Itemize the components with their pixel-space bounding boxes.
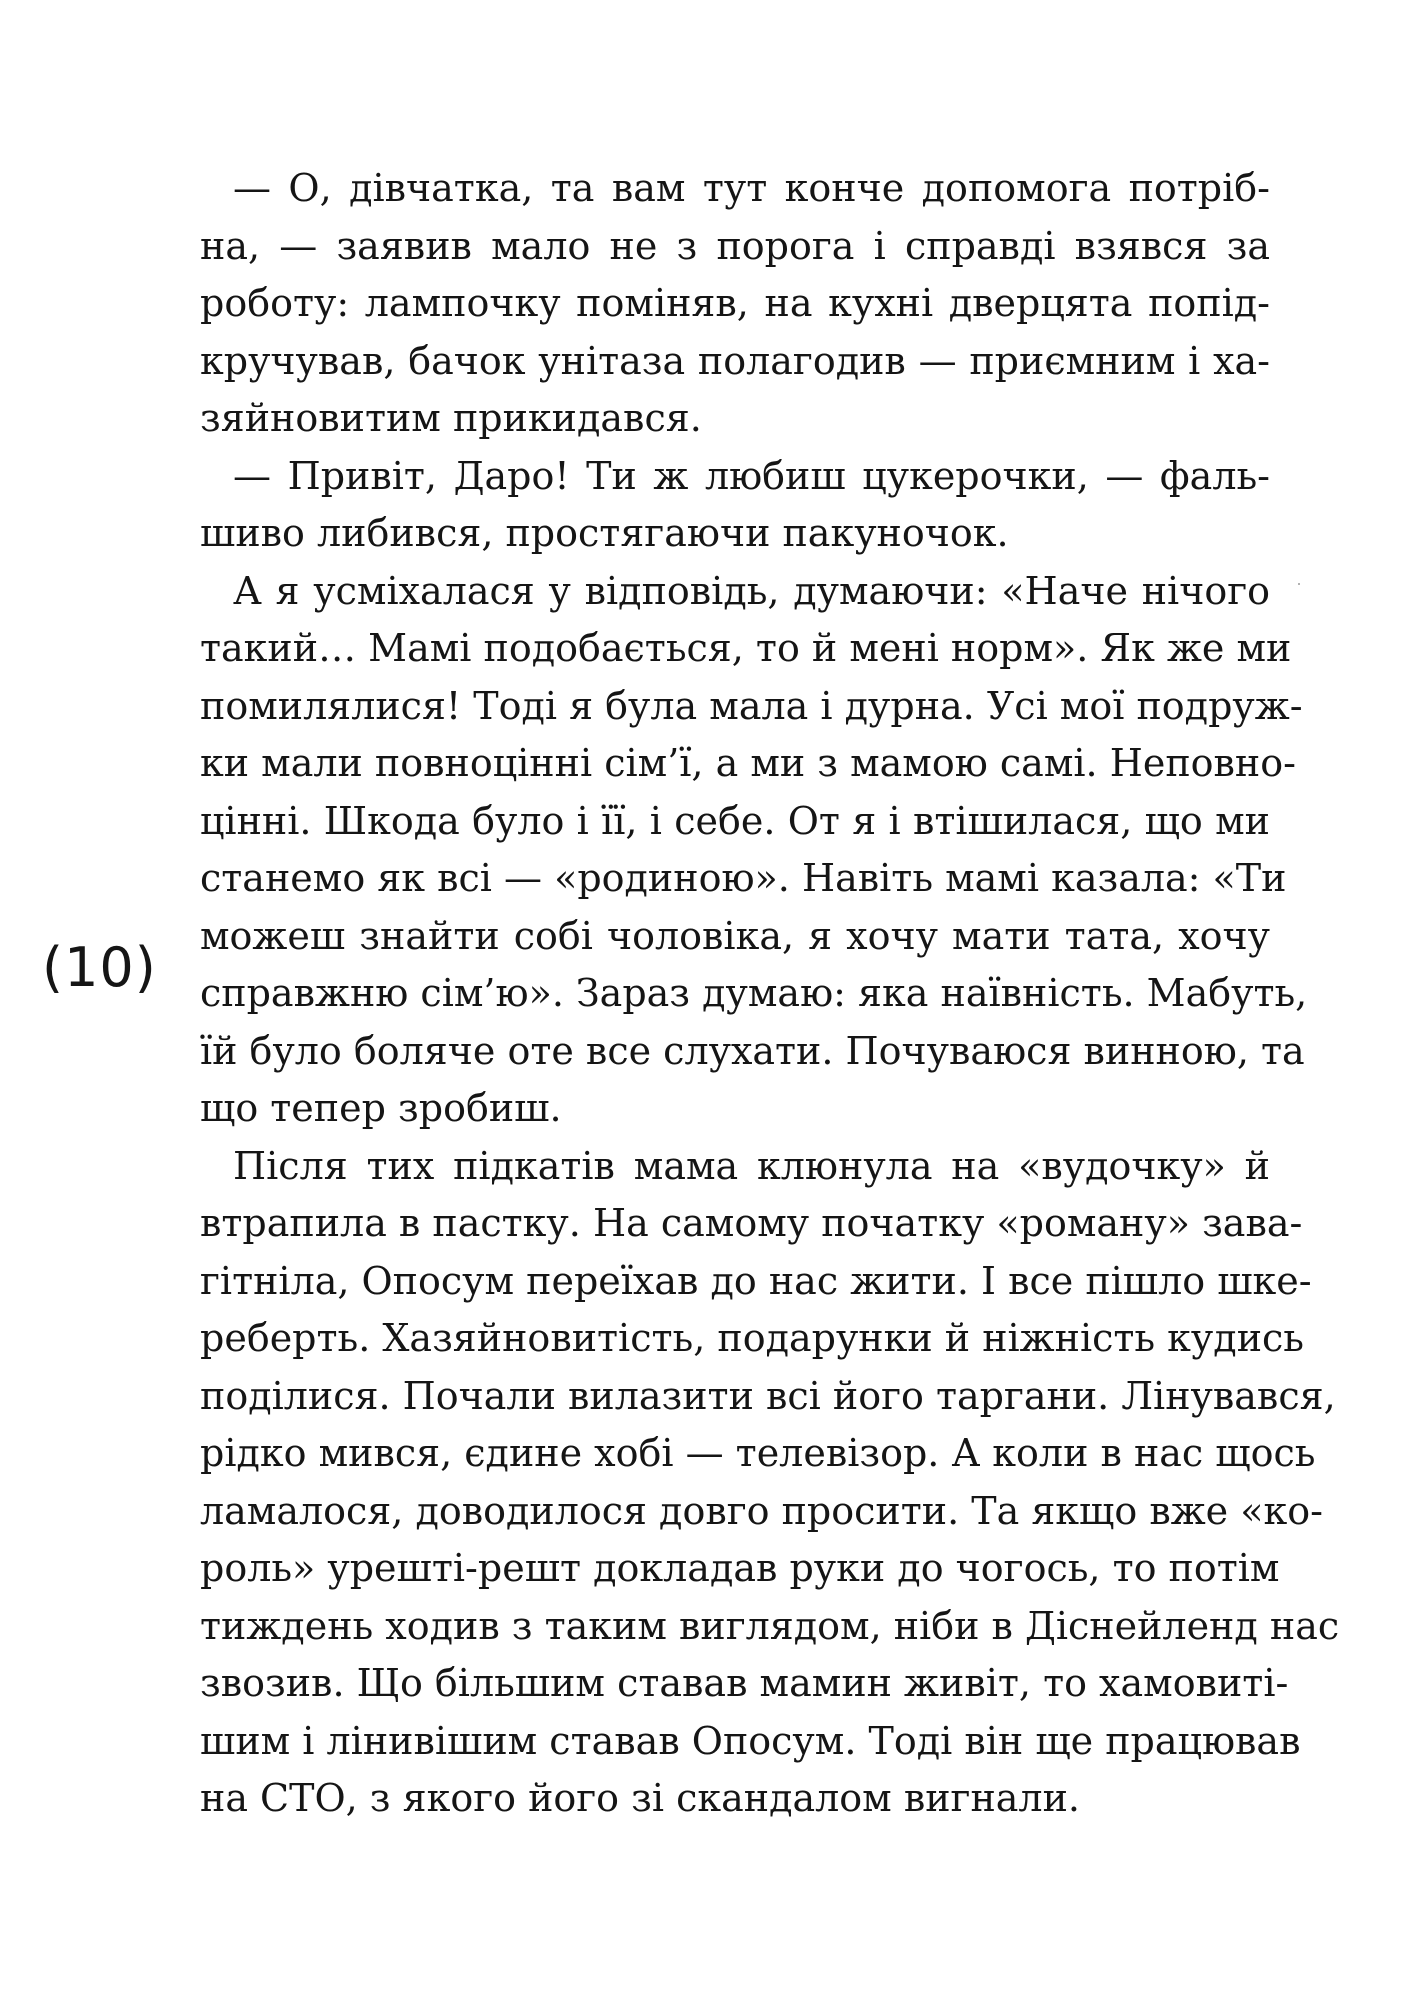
text-line: що тепер зробиш. — [200, 1086, 562, 1130]
text-line: втрапила в пастку. На самому початку «роману» зава- — [200, 1201, 1303, 1245]
paragraph — [200, 448, 1270, 563]
paragraph — [200, 160, 1270, 448]
text-line: на, — заявив мало не з порога і справді взявся за — [200, 223, 1270, 268]
text-line: справжню сім’ю». Зараз думаю: яка наївність. Мабуть, — [200, 971, 1308, 1015]
text-line: можеш знайти собі чоловіка, я хочу мати тата, хочу — [200, 913, 1270, 958]
text-line: цінні. Шкода було і її, і себе. От я і втішилася, що ми — [200, 798, 1270, 843]
text-line: — Привіт, Даро! Ти ж любиш цукерочки, — фаль- — [233, 453, 1270, 498]
text-line: ки мали повноцінні сім’ї, а ми з мамою самі. Неповно- — [200, 741, 1296, 785]
text-line: поділися. Почали вилазити всі його таргани. Лінувався, — [200, 1373, 1336, 1418]
text-line: ламалося, доводилося довго просити. Та якщо вже «ко- — [200, 1488, 1323, 1533]
text-line: — О, дівчатка, та вам тут конче допомога потріб- — [233, 166, 1270, 210]
text-line: шим і лінивішим ставав Опосум. Тоді він ще працював — [200, 1718, 1301, 1763]
page-number: (10) — [42, 936, 157, 999]
text-line: тиждень ходив з таким виглядом, ніби в Діснейленд нас — [200, 1603, 1340, 1648]
text-line: зяйновитим прикидався. — [200, 396, 702, 440]
text-line: А я усміхалася у відповідь, думаючи: «Наче нічого — [233, 568, 1270, 613]
body-text — [200, 160, 1340, 1828]
paragraph — [200, 563, 1308, 1138]
text-line: шиво либився, простягаючи пакуночок. — [200, 511, 1009, 555]
text-line: на СТО, з якого його зі скандалом вигнали. — [200, 1776, 1080, 1820]
paragraph — [200, 1138, 1340, 1828]
text-line: звозив. Що більшим ставав мамин живіт, то хамовиті- — [200, 1661, 1289, 1705]
text-line: кручував, бачок унітаза полагодив — приємним і ха- — [200, 338, 1270, 383]
text-line: рідко мився, єдине хобі — телевізор. А коли в нас щось — [200, 1431, 1316, 1475]
text-line: роль» урешті-решт докладав руки до чогось, то потім — [200, 1546, 1280, 1590]
text-line: роботу: лампочку поміняв, на кухні дверцята попід- — [200, 281, 1270, 325]
ink-speck — [1298, 583, 1300, 585]
text-line: гітніла, Опосум переїхав до нас жити. І все пішло шке- — [200, 1258, 1312, 1303]
text-line: такий… Мамі подобається, то й мені норм». Як же ми — [200, 626, 1292, 670]
text-line: реберть. Хазяйновитість, подарунки й ніжність кудись — [200, 1316, 1304, 1360]
text-line: помилялися! Тоді я була мала і дурна. Усі мої подруж- — [200, 683, 1303, 728]
text-line: Після тих підкатів мама клюнула на «вудочку» й — [233, 1143, 1270, 1188]
text-line: їй було боляче оте все слухати. Почуваюся винною, та — [200, 1028, 1305, 1073]
text-line: станемо як всі — «родиною». Навіть мамі казала: «Ти — [200, 856, 1287, 900]
